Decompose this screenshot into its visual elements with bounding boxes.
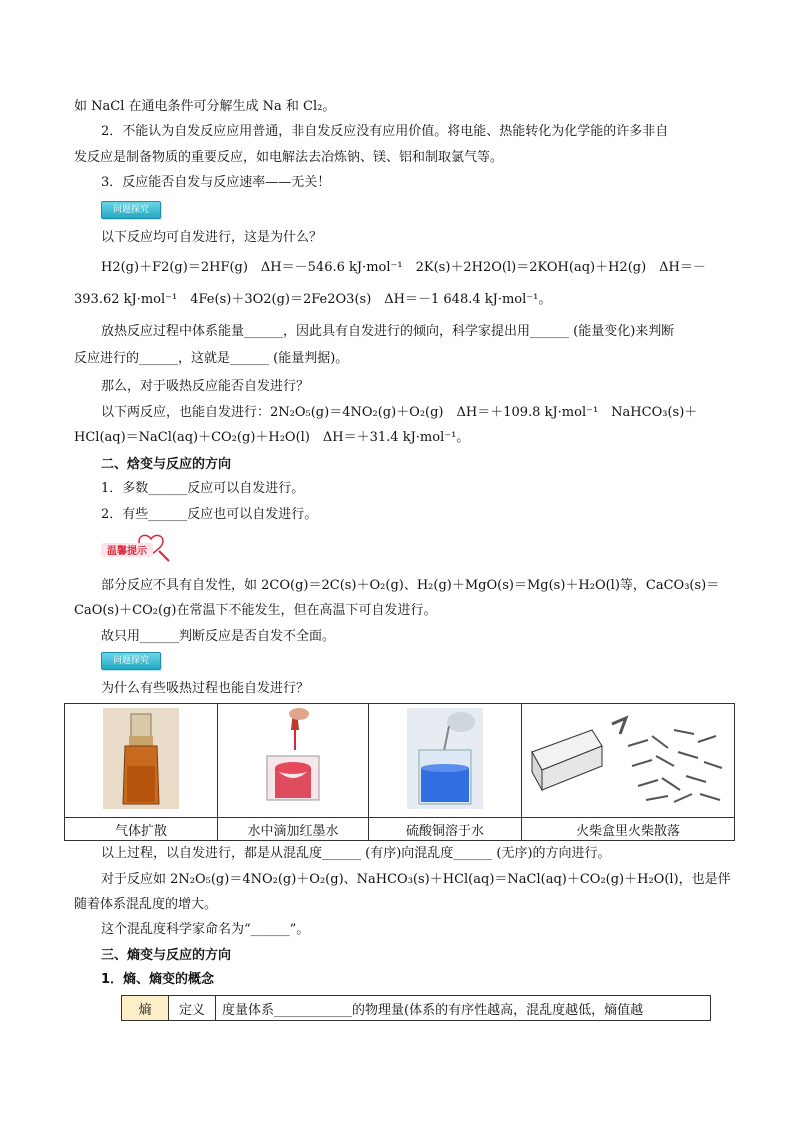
section-heading: 二、焓变与反应的方向: [101, 457, 232, 472]
caption-gas-diffusion: 气体扩散: [65, 818, 218, 841]
text-line: 那么，对于吸热反应能否自发进行？: [101, 379, 310, 394]
text-line: 反应进行的______，这就是______ (能量判据)。: [74, 351, 349, 366]
text-line: HCl(aq)＝NaCl(aq)＋CO₂(g)＋H₂O(l) ΔH＝＋31.4 kJ·mol⁻¹。: [74, 430, 470, 445]
gas-diffusion-image: [65, 704, 218, 818]
text-line: 对于反应如 2N₂O₅(g)＝4NO₂(g)＋O₂(g)、NaHCO₃(s)＋HCl(aq)＝NaCl(aq)＋CO₂(g)＋H₂O(l)，也是伴: [101, 872, 731, 887]
section-heading: 三、熵变与反应的方向: [101, 948, 232, 963]
text-line: 1．多数______反应可以自发进行。: [101, 481, 305, 496]
warm-tip-label: 温馨提示: [107, 546, 147, 557]
entropy-table: [121, 995, 711, 1021]
subsection-heading: 1．熵、熵变的概念: [101, 972, 215, 987]
red-ink-image: [218, 704, 369, 818]
entropy-cell: 熵: [122, 996, 169, 1021]
text-line: H2(g)＋F2(g)＝2HF(g) ΔH＝－546.6 kJ·mol⁻¹ 2K(s)＋2H2O(l)＝2KOH(aq)＋H2(g) ΔH＝－: [101, 260, 706, 275]
text-line: 部分反应不具有自发性，如 2CO(g)＝2C(s)＋O₂(g)、H₂(g)＋MgO(s)＝Mg(s)＋H₂O(l)等，CaCO₃(s)＝: [101, 578, 720, 593]
text-line: 2．有些______反应也可以自发进行。: [101, 507, 318, 522]
warm-tip-badge: [101, 533, 171, 563]
text-line: 以下两反应，也能自发进行：2N₂O₅(g)＝4NO₂(g)＋O₂(g) ΔH＝＋109.8 kJ·mol⁻¹ NaHCO₃(s)＋: [101, 405, 698, 420]
text-line: 393.62 kJ·mol⁻¹ 4Fe(s)＋3O2(g)＝2Fe2O3(s) ΔH＝－1 648.4 kJ·mol⁻¹。: [74, 292, 552, 307]
definition-cell: 定义: [169, 996, 216, 1021]
text-line: 这个混乱度科学家命名为“______”。: [101, 922, 310, 937]
text-line: 如 NaCl 在通电条件可分解生成 Na 和 Cl₂。: [74, 99, 336, 114]
problem-explore-badge: 问题探究: [101, 652, 161, 670]
text-line: CaO(s)＋CO₂(g)在常温下不能发生，但在高温下可自发进行。: [74, 603, 437, 618]
problem-explore-badge: 问题探究: [101, 201, 161, 219]
copper-sulfate-image: [369, 704, 522, 818]
text-line: 发反应是制备物质的重要反应，如电解法去冶炼钠、镁、铝和制取氯气等。: [74, 150, 504, 165]
caption-copper-sulfate: 硫酸铜溶于水: [369, 818, 522, 841]
text-line: 以上过程，以自发进行，都是从混乱度______ (有序)向混乱度______ (无序)的方向进行。: [101, 846, 611, 861]
text-line: 为什么有些吸热过程也能自发进行？: [101, 681, 310, 696]
matches-image: [522, 704, 735, 818]
text-line: 随着体系混乱度的增大。: [74, 897, 218, 912]
caption-red-ink: 水中滴加红墨水: [218, 818, 369, 841]
definition-text-cell: 度量体系____________的物理量(体系的有序性越高，混乱度越低，熵值越: [216, 996, 711, 1021]
text-line: 以下反应均可自发进行，这是为什么？: [101, 230, 323, 245]
text-line: 故只用______判断反应是否自发不全面。: [101, 629, 336, 644]
text-line: 2．不能认为自发反应应用普通，非自发反应没有应用价值。将电能、热能转化为化学能的许多非自: [101, 124, 669, 139]
text-line: 放热反应过程中体系能量______，因此具有自发进行的倾向，科学家提出用______ (能量变化)来判断: [101, 324, 675, 339]
text-line: 3．反应能否自发与反应速率——无关！: [101, 175, 331, 190]
figure-table: [64, 703, 735, 841]
caption-matches: 火柴盒里火柴散落: [522, 818, 735, 841]
